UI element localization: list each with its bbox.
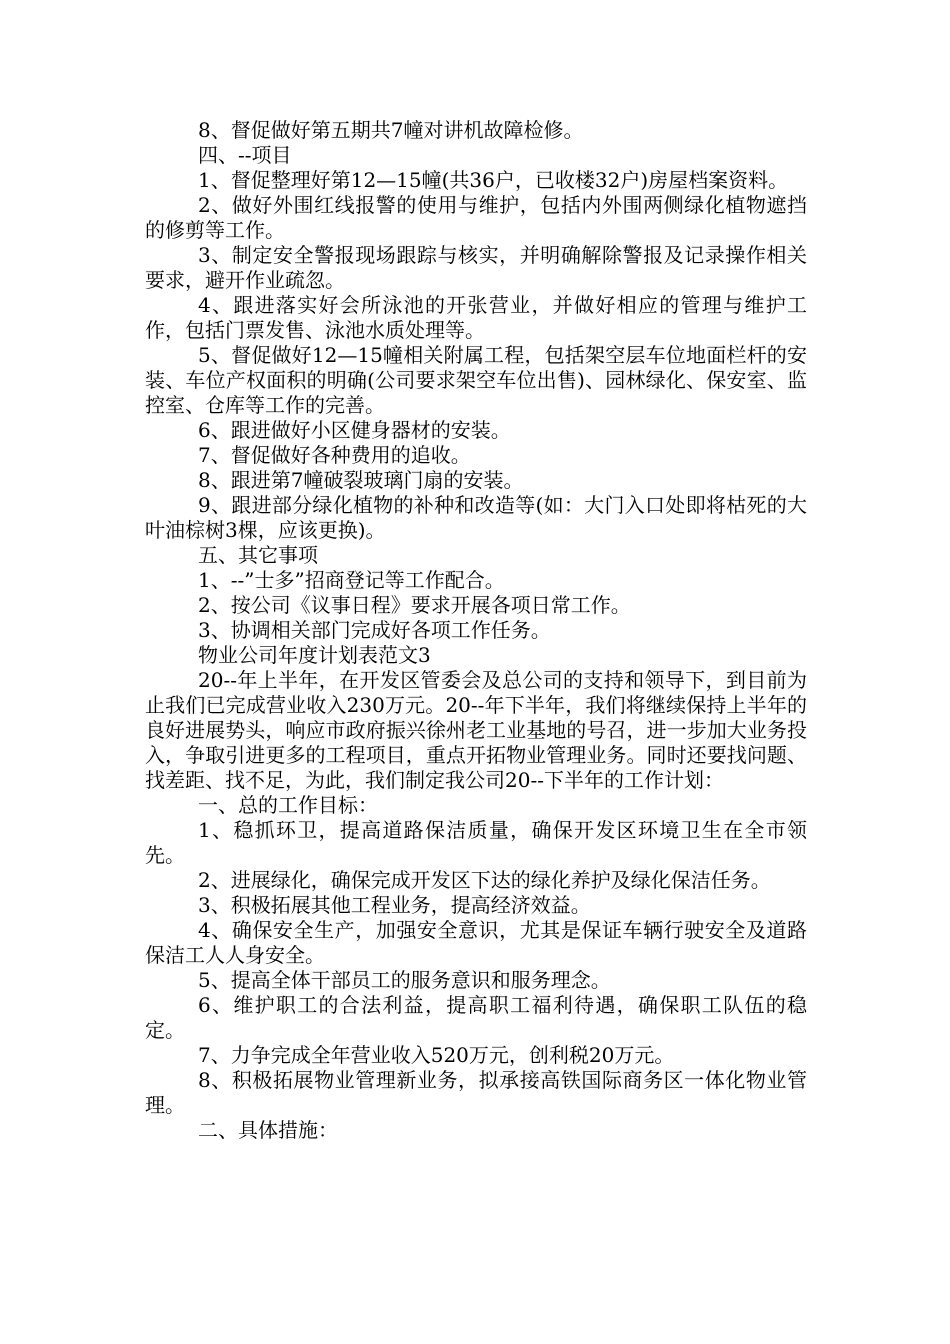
document-body [145,118,807,1143]
paragraph: 1、--”士多”招商登记等工作配合。 [198,568,505,592]
paragraph: 5、提高全体干部员工的服务意识和服务理念。 [198,968,611,992]
paragraph: 4、确保安全生产，加强安全意识，尤其是保证车辆行驶安全及道路保洁工人人身安全。 [145,918,807,967]
paragraph: 2、做好外围红线报警的使用与维护，包括内外围两侧绿化植物遮挡的修剪等工作。 [145,193,807,242]
paragraph: 8、跟进第7幢破裂玻璃门扇的安装。 [198,468,524,492]
paragraph: 9、跟进部分绿化植物的补种和改造等(如：大门入口处即将枯死的大叶油棕树3棵，应该更换)。 [145,493,807,542]
paragraph: 2、按公司《议事日程》要求开展各项日常工作。 [198,593,631,617]
paragraph: 1、督促整理好第12—15幢(共36户，已收楼32户)房屋档案资料。 [198,168,789,192]
paragraph: 7、督促做好各种费用的追收。 [198,443,471,467]
paragraph: 8、督促做好第五期共7幢对讲机故障检修。 [198,118,584,142]
paragraph: 6、维护职工的合法利益，提高职工福利待遇，确保职工队伍的稳定。 [145,993,807,1042]
section-heading: 一、总的工作目标： [198,793,378,817]
paragraph: 20--年上半年，在开发区管委会及总公司的支持和领导下，到目前为止我们已完成营业收入230万元。20--年下半年，我们将继续保持上半年的良好进展势头，响应市政府振兴徐州老工业基地的号召，进一步加大业务投入，争取引进更多的工程项目，重点开拓物业管理业务。同时还要找问题、找差距、找不足，为此，我们制定我公司20--下半年的工作计划： [145,668,807,792]
paragraph: 4、跟进落实好会所泳池的开张营业，并做好相应的管理与维护工作，包括门票发售、泳池水质处理等。 [145,293,807,342]
paragraph: 5、督促做好12—15幢相关附属工程，包括架空层车位地面栏杆的安装、车位产权面积的明确(公司要求架空车位出售)、园林绿化、保安室、监控室、仓库等工作的完善。 [145,343,807,417]
section-heading: 二、具体措施： [198,1118,338,1142]
paragraph: 8、积极拓展物业管理新业务，拟承接高铁国际商务区一体化物业管理。 [145,1068,807,1117]
section-heading: 四、--项目 [198,143,292,167]
paragraph: 3、积极拓展其他工程业务，提高经济效益。 [198,893,591,917]
paragraph: 1、稳抓环卫，提高道路保洁质量，确保开发区环境卫生在全市领先。 [145,818,807,867]
section-heading: 五、其它事项 [198,543,318,567]
paragraph: 7、力争完成全年营业收入520万元，创利税20万元。 [198,1043,675,1067]
paragraph: 3、协调相关部门完成好各项工作任务。 [198,618,551,642]
paragraph: 2、进展绿化，确保完成开发区下达的绿化养护及绿化保洁任务。 [198,868,771,892]
paragraph: 6、跟进做好小区健身器材的安装。 [198,418,511,442]
paragraph: 3、制定安全警报现场跟踪与核实，并明确解除警报及记录操作相关要求，避开作业疏忽。 [145,243,807,292]
document-title: 物业公司年度计划表范文3 [198,643,431,667]
